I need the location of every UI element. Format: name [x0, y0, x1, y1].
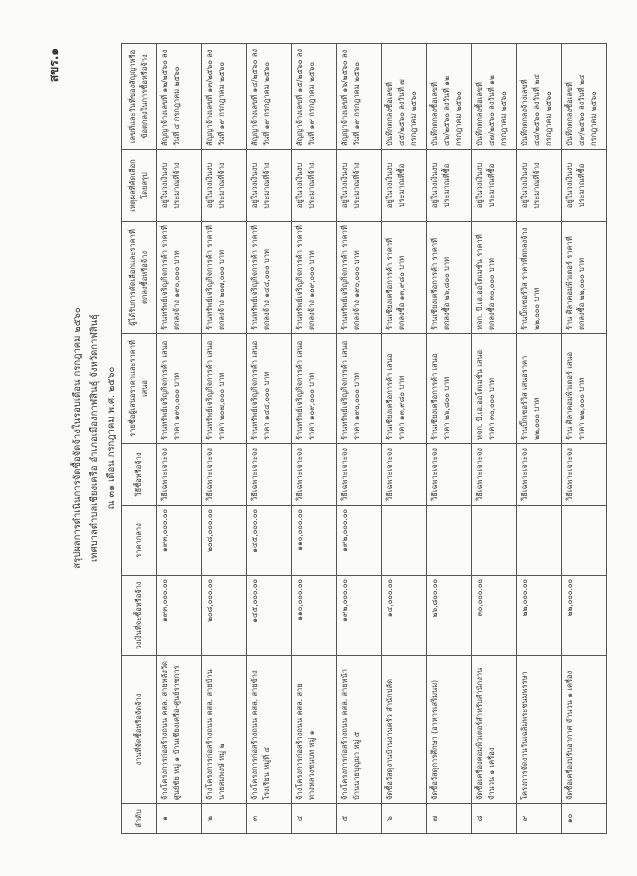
reason-cell: อยู่ในวงเงินงบประมาณที่ซื้อ: [427, 150, 472, 222]
form-code: สขร.๑: [47, 48, 61, 83]
winner-cell: ร้านทรัพย์เจริญกิจการค้า ราคาที่ตกลงจ้าง ๑๔๔,๐๐๐ บาท: [247, 222, 292, 334]
contract-cell: บันทึกตกลงซื้อเลขที่ ๔๖/๒๕๖๐ ลงวันที่ ๑๒ กรกฎาคม ๒๕๖๐: [427, 44, 472, 150]
table-row: [562, 44, 607, 834]
reason-cell: อยู่ในวงเงินงบประมาณที่จ้าง: [292, 150, 337, 222]
reason-cell: อยู่ในวงเงินงบประมาณที่ซื้อ: [382, 150, 427, 222]
bidder-cell: ร้านเชียงเครือการค้า เสนอราคา ๒๖,๘๐๐ บาท: [427, 334, 472, 444]
winner-cell: ร้าน ศิลาคอมพิวเตอร์ ราคาที่ตกลงซื้อ ๒๒,๐๐๐ บาท: [562, 222, 607, 334]
table-header-row: [122, 44, 157, 834]
budget-cell: ๑๙๒,๐๐๐.๐๐: [337, 576, 382, 656]
budget-cell: ๒๒,๐๐๐.๐๐: [517, 576, 562, 656]
row-number: ๗: [427, 804, 472, 834]
reason-cell: อยู่ในวงเงินงบประมาณที่ซื้อ: [562, 150, 607, 222]
bidder-cell: ร้าน ศิลาคอมพิวเตอร์ เสนอราคา ๒๒,๐๐๐ บาท: [562, 334, 607, 444]
col-header: ลำดับ: [122, 804, 157, 834]
method-cell: วิธีเฉพาะเจาะจง: [562, 444, 607, 506]
table-row: [517, 44, 562, 834]
procurement-table: [121, 43, 607, 834]
item-cell: จ้างโครงการก่อสร้างถนน คสล. สายข้างโรงเรียน หมู่ที่ ๔: [247, 656, 292, 804]
budget-cell: ๑๔๕,๐๐๐.๐๐: [247, 576, 292, 656]
table-row: [157, 44, 202, 834]
median-price-cell: ๒๐๘,๐๐๐.๐๐: [202, 506, 247, 576]
table-row: [247, 44, 292, 834]
table-row: [337, 44, 382, 834]
budget-cell: ๒๒,๐๐๐.๐๐: [562, 576, 607, 656]
item-cell: จัดซื้อเครื่องคอมพิวเตอร์สำหรับสำนักงาน จำนวน ๑ เครื่อง: [472, 656, 517, 804]
bidder-cell: หจก. บี.เอ.ออโตเมชั่น เสนอราคา ๓๐,๐๐๐ บาท: [472, 334, 517, 444]
item-cell: จัดซื้อเครื่องปรับอากาศ จำนวน ๑ เครื่อง: [562, 656, 607, 804]
col-header: เลขที่และวันที่ของสัญญาหรือข้อตกลงในการซื้อหรือจ้าง: [122, 44, 157, 150]
budget-cell: ๒๖,๘๐๐.๐๐: [427, 576, 472, 656]
contract-cell: บันทึกตกลงจ้างเลขที่ ๔๘/๒๕๖๐ ลงวันที่ ๒๔ กรกฎาคม ๒๕๖๐: [517, 44, 562, 150]
table-row: [292, 44, 337, 834]
bidder-cell: ร้านทรัพย์เจริญกิจการค้า เสนอราคา ๑๙๐,๐๐๐ บาท: [337, 334, 382, 444]
document-titles: [69, 38, 120, 838]
contract-cell: สัญญาจ้างเลขที่ ๑๖/๒๕๖๐ ลงวันที่ ๑๙ กรกฎาคม ๒๕๖๐: [337, 44, 382, 150]
winner-cell: ร้านทรัพย์เจริญกิจการค้า ราคาที่ตกลงจ้าง ๒๐๗,๐๐๐ บาท: [202, 222, 247, 334]
method-cell: วิธีเฉพาะเจาะจง: [157, 444, 202, 506]
winner-cell: ร้านเชียงเครือการค้า ราคาที่ตกลงซื้อ ๑๓,๙๘๐ บาท: [382, 222, 427, 334]
winner-cell: ร้านทรัพย์เจริญกิจการค้า ราคาที่ตกลงจ้าง ๑๐๙,๐๐๐ บาท: [292, 222, 337, 334]
row-number: ๖: [382, 804, 427, 834]
contract-cell: สัญญาจ้างเลขที่ ๑๔/๒๕๖๐ ลงวันที่ ๑๙ กรกฎาคม ๒๕๖๐: [247, 44, 292, 150]
contract-cell: สัญญาจ้างเลขที่ ๑๕/๒๕๖๐ ลงวันที่ ๑๙ กรกฎาคม ๒๕๖๐: [292, 44, 337, 150]
bidder-cell: ร้านทรัพย์เจริญกิจการค้า เสนอราคา ๒๐๗,๐๐๐ บาท: [202, 334, 247, 444]
median-price-cell: [472, 506, 517, 576]
method-cell: วิธีเฉพาะเจาะจง: [472, 444, 517, 506]
rotated-document: [43, 38, 603, 838]
contract-cell: สัญญาจ้างเลขที่ ๑๓/๒๕๖๐ ลงวันที่ ๑๙ กรกฎาคม ๒๕๖๐: [202, 44, 247, 150]
item-cell: จ้างโครงการก่อสร้างถนน คสล. สายหลังวัดศูนย์ชัย หมู่ ๑ บ้านเชียงเครือ-ศูนย์ราชการ: [157, 656, 202, 804]
median-price-cell: ๑๑๐,๐๐๐.๐๐: [292, 506, 337, 576]
item-cell: จ้างโครงการก่อสร้างถนน คสล. สายทางหลวงชนบท หมู่ ๑: [292, 656, 337, 804]
method-cell: วิธีเฉพาะเจาะจง: [517, 444, 562, 506]
winner-cell: หจก. บี.เอ.ออโตเมชั่น ราคาที่ตกลงซื้อ ๓๐,๐๐๐ บาท: [472, 222, 517, 334]
item-cell: จัดซื้อวัสดุการศึกษา (อาหารเสริมนม): [427, 656, 472, 804]
table-row: [382, 44, 427, 834]
item-cell: จ้างโครงการก่อสร้างถนน คสล. สายหน้าบ้านนายบุญมา หมู่ ๕: [337, 656, 382, 804]
contract-cell: สัญญาจ้างเลขที่ ๑๒/๒๕๖๐ ลงวันที่ ๔ กรกฎาคม ๒๕๖๐: [157, 44, 202, 150]
median-price-cell: [562, 506, 607, 576]
row-number: ๑๐: [562, 804, 607, 834]
budget-cell: ๑๑๐,๐๐๐.๐๐: [292, 576, 337, 656]
row-number: ๔: [292, 804, 337, 834]
budget-cell: ๒๐๘,๐๐๐.๐๐: [202, 576, 247, 656]
col-header: วิธีซื้อหรือจ้าง: [122, 444, 157, 506]
table-row: [202, 44, 247, 834]
item-cell: จ้างโครงการก่อสร้างถนน คสล. สายบ้านนายสมพงษ์ หมู่ ๒: [202, 656, 247, 804]
row-number: ๒: [202, 804, 247, 834]
method-cell: วิธีเฉพาะเจาะจง: [292, 444, 337, 506]
reason-cell: อยู่ในวงเงินงบประมาณที่ซื้อ: [472, 150, 517, 222]
median-price-cell: [427, 506, 472, 576]
method-cell: วิธีเฉพาะเจาะจง: [202, 444, 247, 506]
median-price-cell: ๑๔๕,๐๐๐.๐๐: [247, 506, 292, 576]
reason-cell: อยู่ในวงเงินงบประมาณที่จ้าง: [157, 150, 202, 222]
bidder-cell: ร้านทรัพย์เจริญกิจการค้า เสนอราคา ๑๔๔,๐๐๐ บาท: [247, 334, 292, 444]
report-title: สรุปผลการดำเนินการจัดซื้อจัดจ้างในรอบเดือน กรกฎาคม ๒๕๖๐: [72, 307, 83, 569]
winner-cell: ร้านเชียงเครือการค้า ราคาที่ตกลงซื้อ ๒๖,๘๐๐ บาท: [427, 222, 472, 334]
method-cell: วิธีเฉพาะเจาะจง: [247, 444, 292, 506]
col-header: วงเงินที่จะซื้อหรือจ้าง: [122, 576, 157, 656]
bidder-cell: ร้านบิ๊กเซอร์วิส เสนอราคา ๒๒,๐๐๐ บาท: [517, 334, 562, 444]
budget-cell: ๑๔,๐๐๐.๐๐: [382, 576, 427, 656]
col-header: รายชื่อผู้เสนอราคาและราคาที่เสนอ: [122, 334, 157, 444]
method-cell: วิธีเฉพาะเจาะจง: [382, 444, 427, 506]
table-row: [427, 44, 472, 834]
col-header: งานที่จัดซื้อหรือจัดจ้าง: [122, 656, 157, 804]
winner-cell: ร้านบิ๊กเซอร์วิส ราคาที่ตกลงจ้าง ๒๒,๐๐๐ บาท: [517, 222, 562, 334]
reason-cell: อยู่ในวงเงินงบประมาณที่จ้าง: [337, 150, 382, 222]
method-cell: วิธีเฉพาะเจาะจง: [337, 444, 382, 506]
bidder-cell: ร้านเชียงเครือการค้า เสนอราคา ๑๓,๙๘๐ บาท: [382, 334, 427, 444]
bidder-cell: ร้านทรัพย์เจริญกิจการค้า เสนอราคา ๑๙๐,๐๐๐ บาท: [157, 334, 202, 444]
median-price-cell: ๑๙๓,๐๐๐.๐๐: [157, 506, 202, 576]
row-number: ๘: [472, 804, 517, 834]
winner-cell: ร้านทรัพย์เจริญกิจการค้า ราคาที่ตกลงจ้าง ๑๙๐,๐๐๐ บาท: [337, 222, 382, 334]
col-header: ราคากลาง: [122, 506, 157, 576]
item-cell: จัดซื้อวัสดุงานบ้านงานครัว สำนักปลัด: [382, 656, 427, 804]
contract-cell: บันทึกตกลงซื้อเลขที่ ๔๙/๒๕๖๐ ลงวันที่ ๒๔ กรกฎาคม ๒๕๖๐: [562, 44, 607, 150]
organization-line: เทศบาลตำบลเชียงเครือ อำเภอเมืองกาฬสินธุ์ จังหวัดกาฬสินธุ์: [89, 314, 100, 562]
row-number: ๓: [247, 804, 292, 834]
contract-cell: บันทึกตกลงซื้อเลขที่ ๔๗/๒๕๖๐ ลงวันที่ ๑๒ กรกฎาคม ๒๕๖๐: [472, 44, 517, 150]
item-cell: โครงการจัดงานวันเฉลิมพระชนมพรรษา: [517, 656, 562, 804]
row-number: ๙: [517, 804, 562, 834]
median-price-cell: [517, 506, 562, 576]
table-row: [472, 44, 517, 834]
median-price-cell: ๑๙๒,๐๐๐.๐๐: [337, 506, 382, 576]
winner-cell: ร้านทรัพย์เจริญกิจการค้า ราคาที่ตกลงจ้าง ๑๙๐,๐๐๐ บาท: [157, 222, 202, 334]
median-price-cell: [382, 506, 427, 576]
reason-cell: อยู่ในวงเงินงบประมาณที่จ้าง: [517, 150, 562, 222]
method-cell: วิธีเฉพาะเจาะจง: [427, 444, 472, 506]
col-header: ผู้ได้รับการคัดเลือกและราคาที่ตกลงซื้อหรือจ้าง: [122, 222, 157, 334]
contract-cell: บันทึกตกลงซื้อเลขที่ ๔๕/๒๕๖๐ ลงวันที่ ๗ กรกฎาคม ๒๕๖๐: [382, 44, 427, 150]
budget-cell: ๑๙๓,๐๐๐.๐๐: [157, 576, 202, 656]
report-date-line: ณ ๓๑ เดือน กรกฎาคม พ.ศ. ๒๕๖๐: [106, 366, 117, 510]
reason-cell: อยู่ในวงเงินงบประมาณที่จ้าง: [247, 150, 292, 222]
row-number: ๑: [157, 804, 202, 834]
bidder-cell: ร้านทรัพย์เจริญกิจการค้า เสนอราคา ๑๐๙,๐๐๐ บาท: [292, 334, 337, 444]
budget-cell: ๓๐,๐๐๐.๐๐: [472, 576, 517, 656]
col-header: เหตุผลที่คัดเลือกโดยสรุป: [122, 150, 157, 222]
row-number: ๕: [337, 804, 382, 834]
reason-cell: อยู่ในวงเงินงบประมาณที่จ้าง: [202, 150, 247, 222]
